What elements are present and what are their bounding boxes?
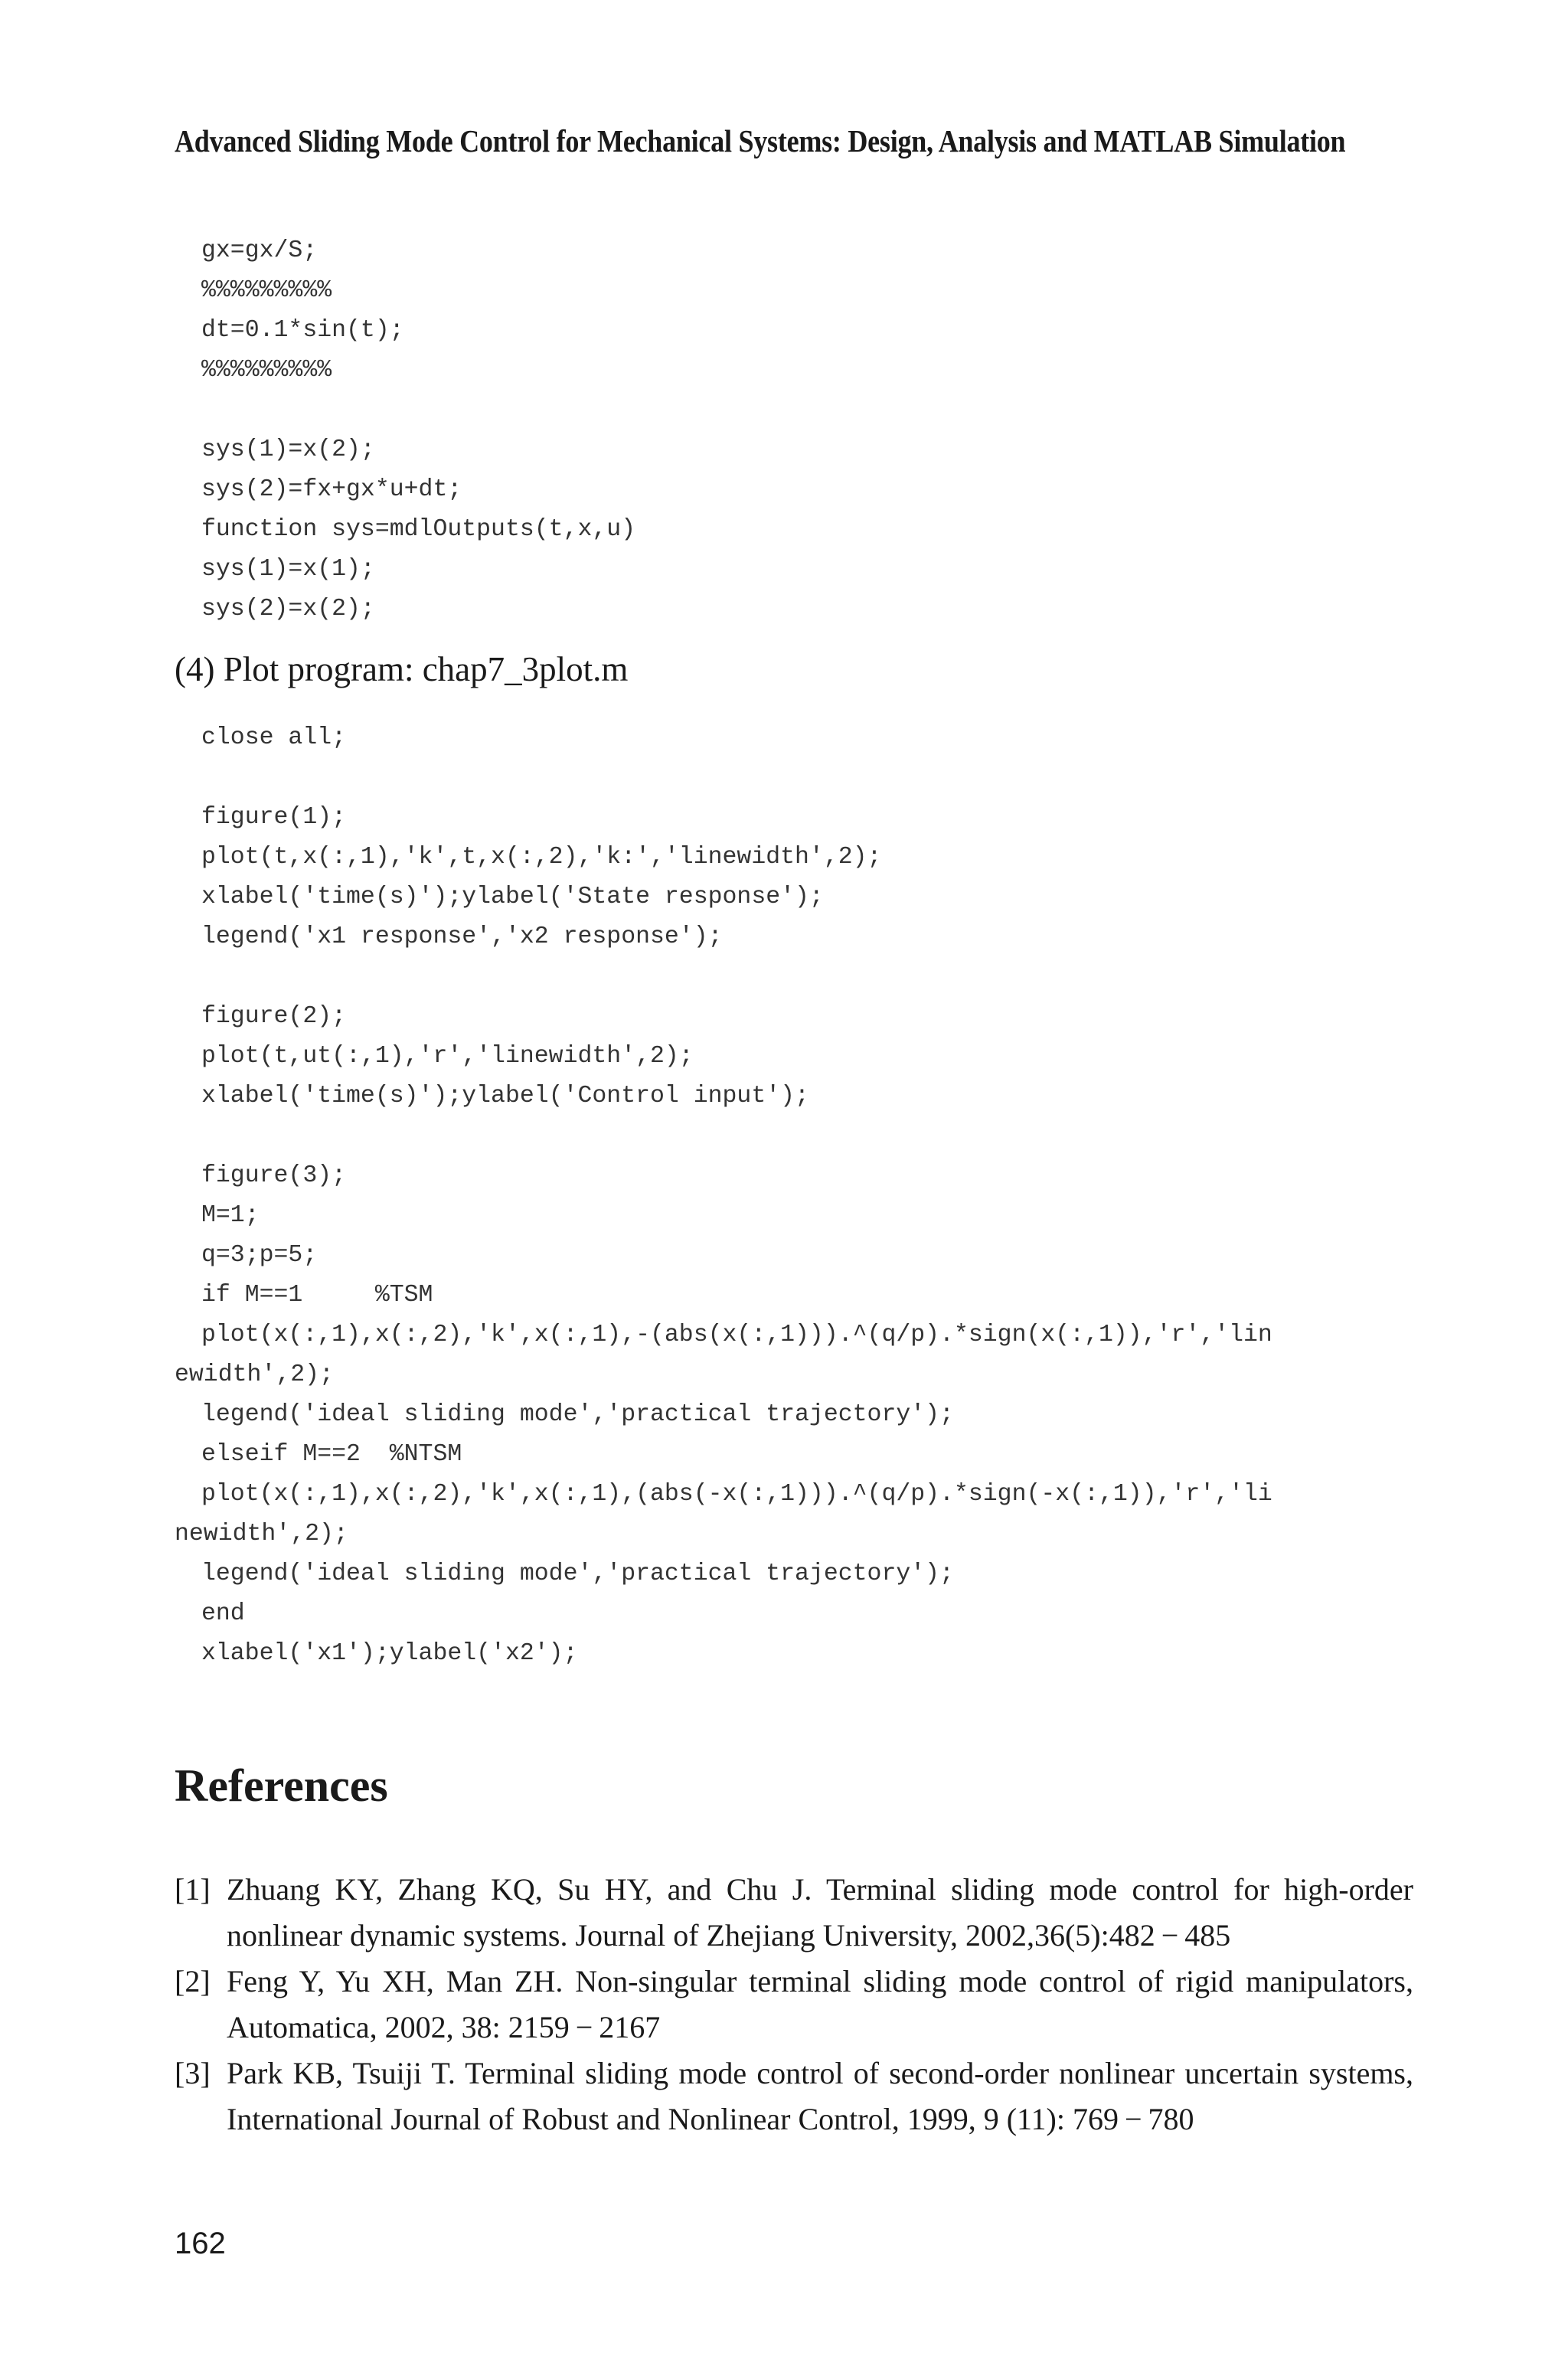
section-label: (4) Plot program: chap7_3plot.m <box>175 650 629 688</box>
code-line: legend('x1 response','x2 response'); <box>201 923 723 950</box>
code-line: sys(2)=fx+gx*u+dt; <box>201 476 462 503</box>
references-title: References <box>175 1760 388 1811</box>
code-line: plot(x(:,1),x(:,2),'k',x(:,1),-(abs(x(:,1))).^(q/p).*sign(x(:,1)),'r','lin <box>201 1322 1272 1348</box>
code-line: gx=gx/S; <box>201 237 318 264</box>
code-line: elseif M==2 %NTSM <box>201 1441 462 1468</box>
code-line: plot(t,x(:,1),'k',t,x(:,2),'k:','linewidth',2); <box>201 844 882 871</box>
code-line: function sys=mdlOutputs(t,x,u) <box>201 516 636 543</box>
reference-text: Zhuang KY, Zhang KQ, Su HY, and Chu J. Terminal sliding mode control for high-order nonlinear dynamic systems. Journal of Zhejiang University, 2002,36(5):482 − 485 <box>227 1872 1413 1953</box>
code-line: ewidth',2); <box>175 1361 334 1388</box>
code-line: legend('ideal sliding mode','practical trajectory'); <box>201 1401 954 1428</box>
code-line: %%%%%%%%% <box>201 277 332 304</box>
code-line: figure(2); <box>201 1003 347 1030</box>
code-line: xlabel('time(s)');ylabel('State response'); <box>201 884 824 910</box>
code-line: sys(1)=x(1); <box>201 556 375 583</box>
code-block-s-function <box>175 231 1415 629</box>
code-line: close all; <box>201 724 347 751</box>
reference-list <box>175 1867 1413 2142</box>
reference-item <box>175 2051 1413 2142</box>
reference-text: Feng Y, Yu XH, Man ZH. Non-singular terminal sliding mode control of rigid manipulators, Automatica, 2002, 38: 2159 − 2167 <box>227 1964 1413 2044</box>
page-number: 162 <box>175 2227 226 2260</box>
running-header: Advanced Sliding Mode Control for Mechanical Systems: Design, Analysis and MATLAB Simulation <box>175 123 1346 158</box>
code-line: legend('ideal sliding mode','practical trajectory'); <box>201 1560 954 1587</box>
code-line <box>175 957 1415 997</box>
code-line: sys(2)=x(2); <box>201 596 375 623</box>
code-line <box>175 1116 1415 1156</box>
code-line: plot(t,ut(:,1),'r','linewidth',2); <box>201 1043 694 1070</box>
reference-item <box>175 1867 1413 1959</box>
code-line: xlabel('time(s)');ylabel('Control input'); <box>201 1083 809 1109</box>
code-line: M=1; <box>201 1202 260 1229</box>
code-line: %%%%%%%%% <box>201 357 332 384</box>
reference-text: Park KB, Tsuiji T. Terminal sliding mode control of second-order nonlinear uncertain systems, International Journal of Robust and Nonlinear Control, 1999, 9 (11): 769 − 780 <box>227 2056 1413 2136</box>
code-line: xlabel('x1');ylabel('x2'); <box>201 1640 578 1667</box>
code-line <box>175 758 1415 798</box>
reference-number: [3] <box>175 2056 211 2090</box>
code-line: dt=0.1*sin(t); <box>201 317 404 344</box>
code-line: sys(1)=x(2); <box>201 436 375 463</box>
code-line: if M==1 %TSM <box>201 1282 433 1309</box>
code-line: end <box>201 1600 245 1627</box>
code-line: q=3;p=5; <box>201 1242 318 1269</box>
code-line: plot(x(:,1),x(:,2),'k',x(:,1),(abs(-x(:,1))).^(q/p).*sign(-x(:,1)),'r','li <box>201 1481 1272 1508</box>
reference-number: [2] <box>175 1964 211 1998</box>
reference-item <box>175 1959 1413 2051</box>
code-line <box>175 391 1415 430</box>
code-line: figure(1); <box>201 804 347 831</box>
code-block-plot-program <box>175 718 1415 1674</box>
code-line: newidth',2); <box>175 1521 348 1547</box>
code-line: figure(3); <box>201 1162 347 1189</box>
reference-number: [1] <box>175 1872 211 1907</box>
